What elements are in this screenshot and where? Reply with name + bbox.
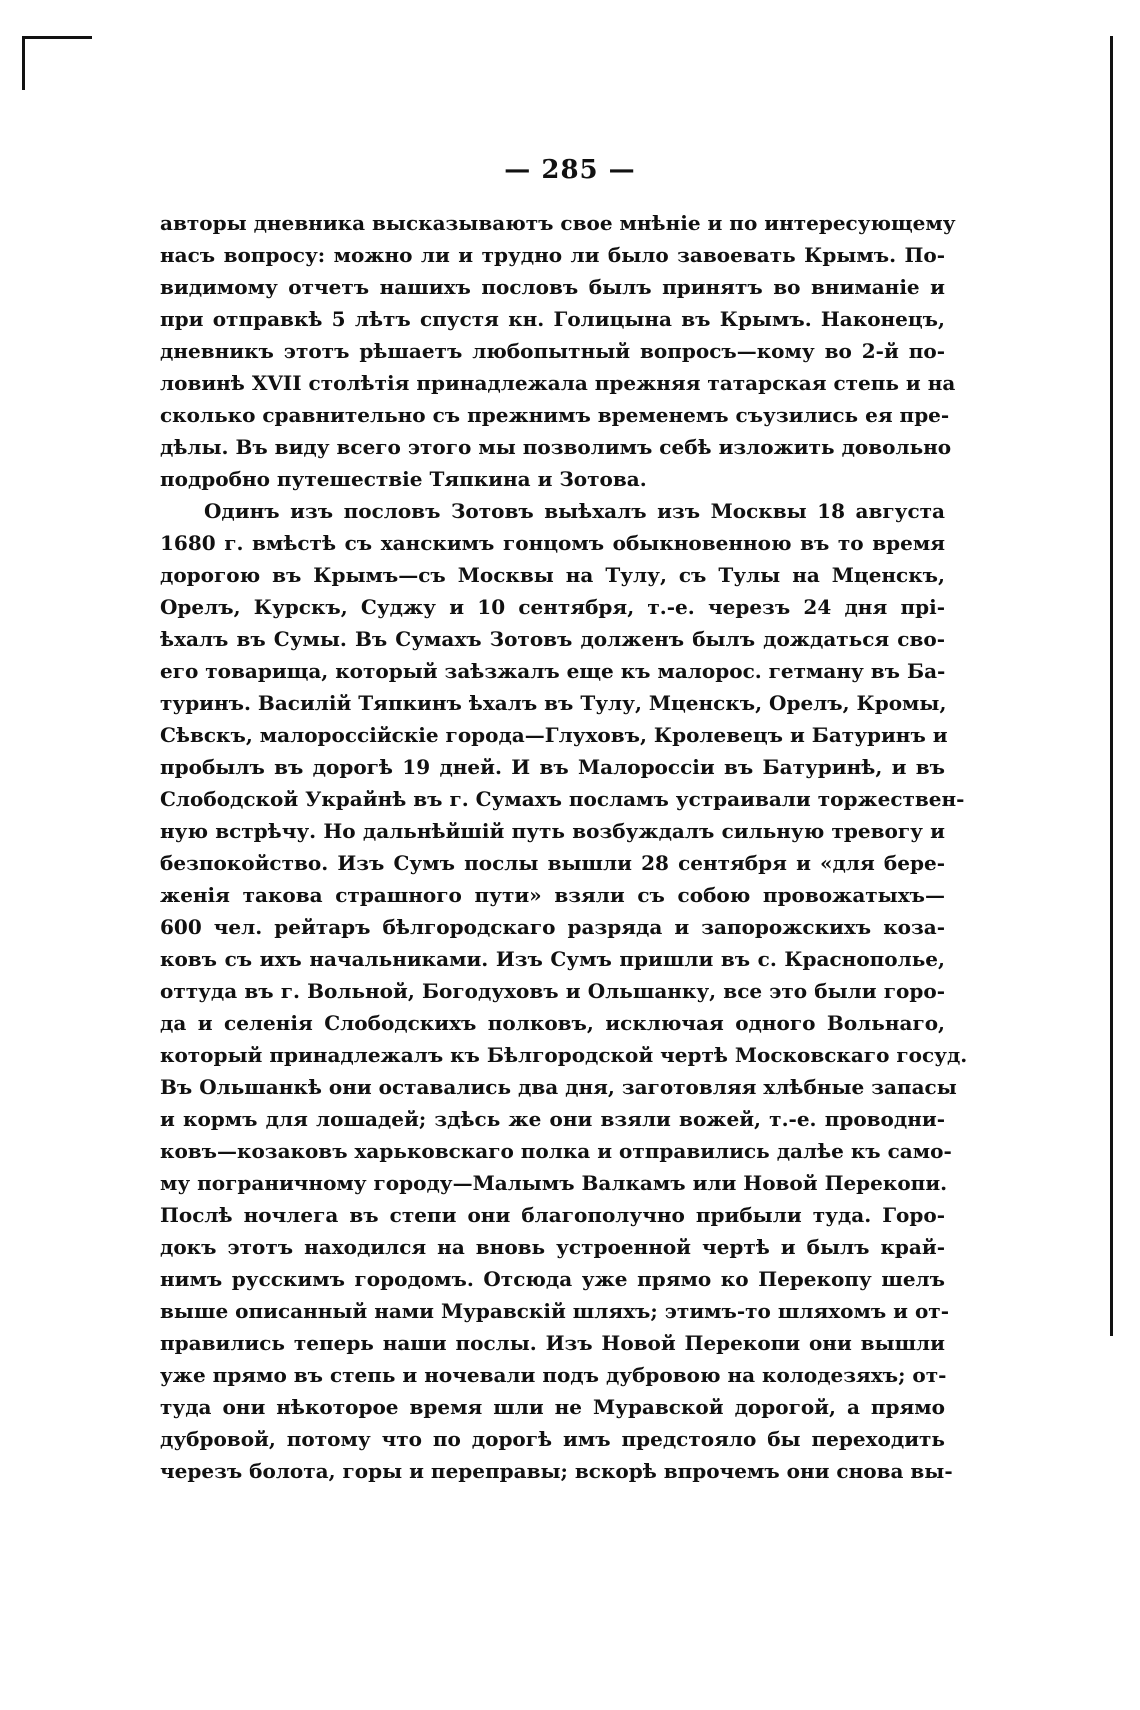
text-line: оттуда въ г. Вольной, Богодуховъ и Ольшанку, все это были горо- [160, 979, 945, 1003]
scan-border-top [22, 36, 92, 39]
text-line: дѣлы. Въ виду всего этого мы позволимъ себѣ изложить довольно [160, 435, 952, 459]
text-line: ѣхалъ въ Сумы. Въ Сумахъ Зотовъ долженъ былъ дождаться сво- [160, 627, 945, 651]
text-line: Одинъ изъ пословъ Зотовъ выѣхалъ изъ Москвы 18 августа [204, 499, 945, 523]
text-line: туринъ. Василій Тяпкинъ ѣхалъ въ Тулу, Мценскъ, Орелъ, Кромы, [160, 691, 947, 715]
text-line: дубровой, потому что по дорогѣ имъ предстояло бы переходить [160, 1427, 945, 1451]
text-line: Орелъ, Курскъ, Суджу и 10 сентября, т.-е. черезъ 24 дня прі- [160, 595, 945, 619]
text-line: выше описанный нами Муравскій шляхъ; этимъ-то шляхомъ и от- [160, 1299, 950, 1323]
text-line: 1680 г. вмѣстѣ съ ханскимъ гонцомъ обыкновенною въ то время [160, 531, 945, 555]
text-line: женія такова страшного пути» взяли съ собою провожатыхъ— [160, 883, 945, 907]
text-line: Послѣ ночлега въ степи они благополучно прибыли туда. Горо- [160, 1203, 945, 1227]
text-line: нимъ русскимъ городомъ. Отсюда уже прямо ко Перекопу шелъ [160, 1267, 945, 1291]
text-line: дневникъ этотъ рѣшаетъ любопытный вопросъ—кому во 2-й по- [160, 339, 945, 363]
text-line: Въ Ольшанкѣ они оставались два дня, заготовляя хлѣбные запасы [160, 1075, 957, 1099]
text-line: му пограничному городу—Малымъ Валкамъ или Новой Перекопи. [160, 1171, 948, 1195]
text-line: и кормъ для лошадей; здѣсь же они взяли вожей, т.-е. проводни- [160, 1107, 945, 1131]
paragraph-2 [160, 495, 968, 1487]
text-line: пробылъ въ дорогѣ 19 дней. И въ Малороссіи въ Батуринѣ, и въ [160, 755, 945, 779]
text-line: Сѣвскъ, малороссійскіе города—Глуховъ, Кролевецъ и Батуринъ и [160, 723, 948, 747]
text-line: при отправкѣ 5 лѣтъ спустя кн. Голицына въ Крымъ. Наконецъ, [160, 307, 945, 331]
text-line: 600 чел. рейтаръ бѣлгородскаго разряда и запорожскихъ коза- [160, 915, 945, 939]
text-line: безпокойство. Изъ Сумъ послы вышли 28 сентября и «для бере- [160, 851, 945, 875]
text-line: докъ этотъ находился на вновь устроенной чертѣ и былъ край- [160, 1235, 945, 1259]
text-line: ную встрѣчу. Но дальнѣйшій путь возбуждалъ сильную тревогу и [160, 819, 945, 843]
text-line: черезъ болота, горы и переправы; вскорѣ впрочемъ они снова вы- [160, 1459, 953, 1483]
text-line: подробно путешествіе Тяпкина и Зотова. [160, 467, 647, 491]
text-line: сколько сравнительно съ прежнимъ временемъ съузились ея пре- [160, 403, 950, 427]
text-line: уже прямо въ степь и ночевали подъ дубровою на колодезяхъ; от- [160, 1363, 947, 1387]
text-line: туда они нѣкоторое время шли не Муравской дорогой, а прямо [160, 1395, 945, 1419]
paragraph-1 [160, 207, 956, 495]
page-number: — 285 — [504, 155, 636, 185]
text-line: ковъ—козаковъ харьковскаго полка и отправились далѣе къ само- [160, 1139, 952, 1163]
body-text [160, 207, 968, 1487]
text-line: его товарища, который заѣзжалъ еще къ малорос. гетману въ Ба- [160, 659, 946, 683]
text-line: правились теперь наши послы. Изъ Новой Перекопи они вышли [160, 1331, 945, 1355]
text-line: да и селенія Слободскихъ полковъ, исключая одного Вольнаго, [160, 1011, 945, 1035]
scan-border-left [22, 36, 25, 90]
text-line: ковъ съ ихъ начальниками. Изъ Сумъ пришли въ с. Краснополье, [160, 947, 945, 971]
text-line: авторы дневника высказываютъ свое мнѣніе и по интересующему [160, 211, 956, 235]
text-line: Слободской Украйнѣ въ г. Сумахъ посламъ устраивали торжествен- [160, 787, 965, 811]
text-line: который принадлежалъ къ Бѣлгородской чертѣ Московскаго госуд. [160, 1043, 968, 1067]
text-line: дорогою въ Крымъ—съ Москвы на Тулу, съ Тулы на Мценскъ, [160, 563, 945, 587]
text-line: насъ вопросу: можно ли и трудно ли было завоевать Крымъ. По- [160, 243, 945, 267]
scan-border-right [1110, 36, 1113, 1336]
text-line: ловинѣ XVII столѣтія принадлежала прежняя татарская степь и на [160, 371, 956, 395]
text-line: видимому отчетъ нашихъ пословъ былъ принятъ во вниманіе и [160, 275, 945, 299]
